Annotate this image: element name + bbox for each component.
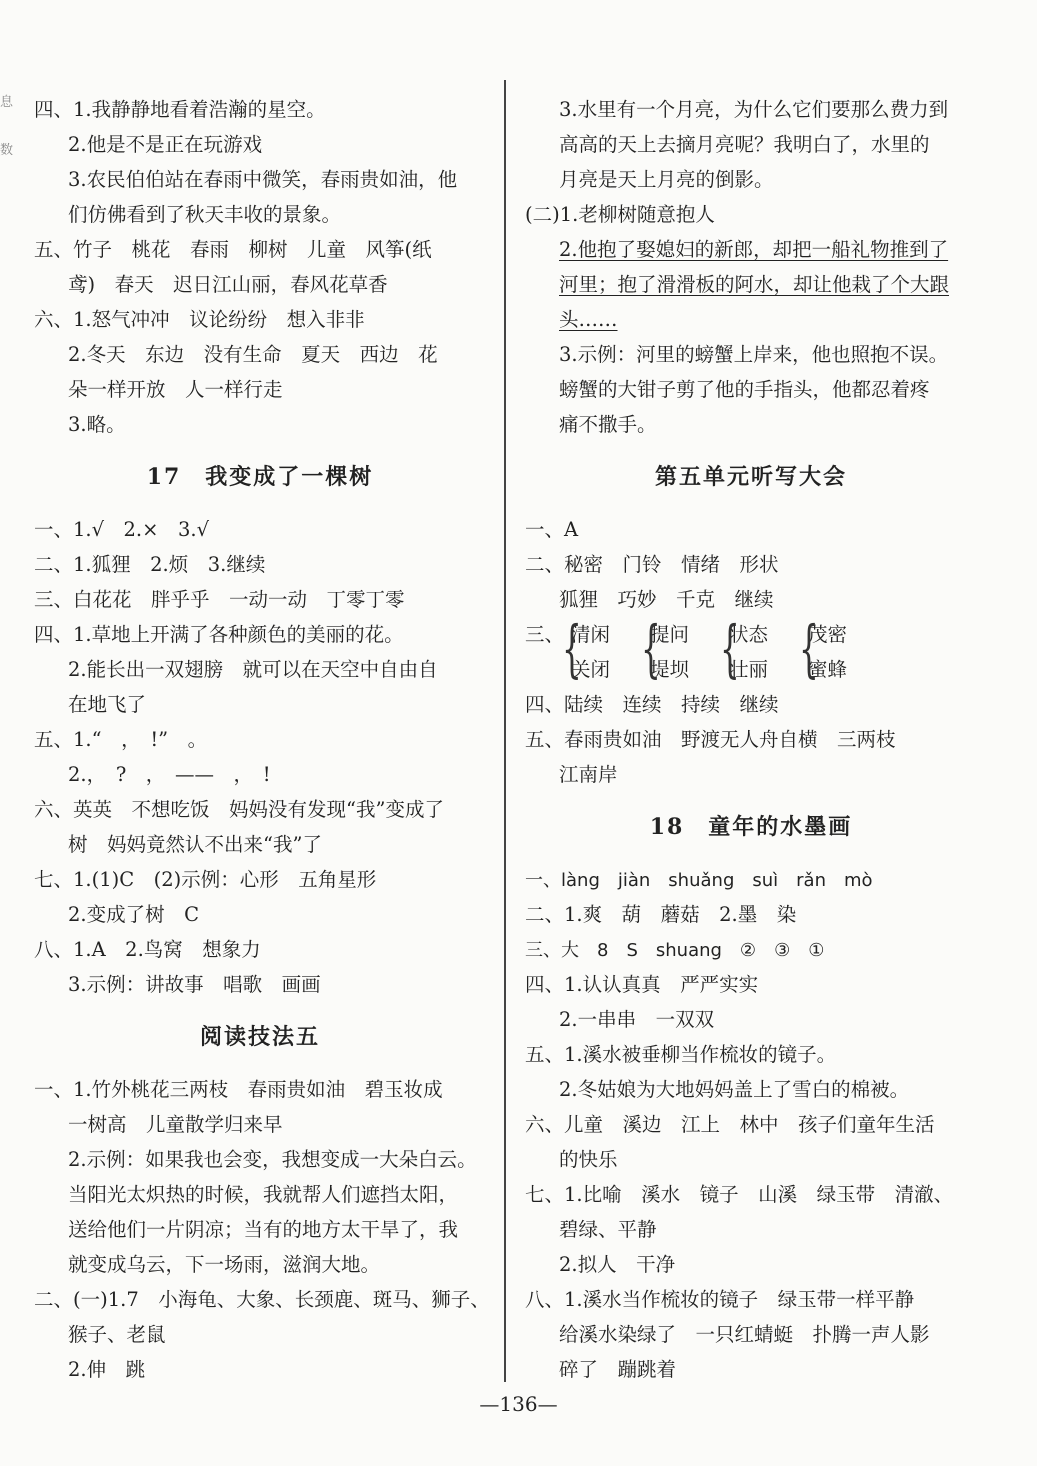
answer-line bbox=[525, 582, 977, 617]
answer-line bbox=[34, 267, 486, 302]
answer-line bbox=[525, 1247, 977, 1282]
line-text: 二、秘密 门铃 情绪 形状 bbox=[525, 553, 779, 576]
line-text: 3.示例：河里的螃蟹上岸来，他也照抱不误。 bbox=[559, 343, 949, 366]
answer-line bbox=[525, 547, 977, 582]
answer-line bbox=[525, 932, 977, 967]
line-text: 2.伸 跳 bbox=[68, 1358, 146, 1381]
word-pair bbox=[638, 612, 690, 687]
line-text: 猴子、老鼠 bbox=[68, 1323, 166, 1346]
line-text: 就变成乌云，下一场雨，滋润大地。 bbox=[68, 1253, 381, 1276]
section-title: 18 童年的水墨画 bbox=[649, 814, 853, 840]
answer-line bbox=[34, 512, 486, 547]
line-text: 2.冬天 东边 没有生命 夏天 西边 花 bbox=[68, 343, 438, 366]
line-text: 六、儿童 溪边 江上 林中 孩子们童年生活 bbox=[525, 1113, 935, 1136]
word-pair bbox=[717, 612, 769, 687]
answer-line bbox=[525, 687, 977, 722]
line-text: 四、1.我静静地看着浩瀚的星空。 bbox=[34, 98, 326, 121]
pair-word: 关闭 bbox=[571, 658, 611, 681]
answer-line bbox=[525, 337, 977, 372]
line-text: 七、1.(1)C (2)示例：心形 五角星形 bbox=[34, 868, 377, 891]
answer-line bbox=[34, 652, 486, 687]
underlined-text: 头…… bbox=[559, 308, 618, 331]
pair-word: 清闲 bbox=[571, 623, 611, 646]
line-text: 2.拟人 干净 bbox=[559, 1253, 676, 1276]
line-text: 碎了 蹦跳着 bbox=[559, 1358, 677, 1381]
answer-line bbox=[34, 932, 486, 967]
answer-line bbox=[34, 1107, 486, 1142]
answer-line bbox=[525, 162, 977, 197]
answer-line bbox=[525, 512, 977, 547]
page-number: —136— bbox=[479, 1392, 558, 1416]
answer-line bbox=[525, 267, 977, 302]
answer-line bbox=[525, 1282, 977, 1317]
answer-line bbox=[34, 792, 486, 827]
line-text: 鸢) 春天 迟日江山丽，春风花草香 bbox=[68, 273, 388, 296]
brace-icon: { bbox=[799, 612, 819, 685]
line-text: 三、大 8 S shuang ② ③ ① bbox=[525, 940, 825, 961]
line-text: 五、春雨贵如油 野渡无人舟自横 三两枝 bbox=[525, 728, 896, 751]
answer-line bbox=[34, 1212, 486, 1247]
line-text: 2.， ? ， —— ， ! bbox=[68, 763, 271, 786]
line-text: 三、白花花 胖乎乎 一动一动 丁零丁零 bbox=[34, 588, 405, 611]
pair-word: 堤坝 bbox=[650, 658, 690, 681]
line-text: 六、英英 不想吃饭 妈妈没有发现“我”变成了 bbox=[34, 798, 444, 821]
line-text: 二、1.爽 葫 蘑菇 2.墨 染 bbox=[525, 903, 797, 926]
line-text: 送给他们一片阴凉；当有的地方太干旱了，我 bbox=[68, 1218, 459, 1241]
line-text: 2.冬姑娘为大地妈妈盖上了雪白的棉被。 bbox=[559, 1078, 910, 1101]
line-text: 高高的天上去摘月亮呢？我明白了，水里的 bbox=[559, 133, 930, 156]
word-pair bbox=[796, 612, 848, 687]
answer-line bbox=[34, 92, 486, 127]
pair-word: 茂密 bbox=[808, 623, 848, 646]
answer-line bbox=[525, 722, 977, 757]
pair-word: 蜜蜂 bbox=[808, 658, 848, 681]
answer-line bbox=[525, 1107, 977, 1142]
line-text: 二、1.狐狸 2.烦 3.继续 bbox=[34, 553, 266, 576]
line-text: 江南岸 bbox=[559, 763, 618, 786]
answer-line bbox=[525, 1142, 977, 1177]
brace-icon: { bbox=[641, 612, 661, 685]
answer-line bbox=[34, 337, 486, 372]
line-text: (二)1.老柳树随意抱人 bbox=[525, 203, 715, 226]
answer-line bbox=[525, 1212, 977, 1247]
pair-word: 状态 bbox=[729, 623, 769, 646]
answer-line bbox=[34, 862, 486, 897]
pair-word: 提问 bbox=[650, 623, 690, 646]
answer-line bbox=[34, 162, 486, 197]
edge-char: 息 bbox=[0, 95, 14, 110]
line-text: 螃蟹的大钳子剪了他的手指头，他都忍着疼 bbox=[559, 378, 930, 401]
line-text: 四、陆续 连续 持续 继续 bbox=[525, 693, 779, 716]
word-pair bbox=[559, 612, 611, 687]
answer-line bbox=[525, 1002, 977, 1037]
line-text: 2.一串串 一双双 bbox=[559, 1008, 715, 1031]
binding-edge-text bbox=[0, 95, 14, 190]
answer-line bbox=[34, 687, 486, 722]
answer-pair-row bbox=[525, 612, 977, 687]
line-text: 的快乐 bbox=[559, 1148, 618, 1171]
line-text: 2.变成了树 C bbox=[68, 903, 200, 926]
answer-line bbox=[525, 1072, 977, 1107]
answer-line bbox=[34, 1282, 490, 1317]
line-text: 七、1.比喻 溪水 镜子 山溪 绿玉带 清澈、 bbox=[525, 1183, 954, 1206]
answer-line bbox=[34, 302, 486, 337]
answer-line bbox=[34, 407, 486, 442]
answer-line bbox=[525, 1037, 977, 1072]
answer-line bbox=[34, 1317, 486, 1352]
line-text: 二、(一)1.7 小海龟、大象、长颈鹿、斑马、狮子、 bbox=[34, 1288, 490, 1311]
line-text: 狐狸 巧妙 千克 继续 bbox=[559, 588, 774, 611]
answer-line bbox=[525, 92, 977, 127]
answer-line bbox=[34, 1177, 486, 1212]
line-text: 六、1.怒气冲冲 议论纷纷 想入非非 bbox=[34, 308, 365, 331]
answer-line bbox=[525, 197, 977, 232]
column-divider bbox=[504, 80, 506, 1382]
answer-line bbox=[525, 1352, 977, 1387]
left-column bbox=[34, 92, 490, 1387]
answer-line bbox=[525, 302, 977, 337]
line-text: 当阳光太炽热的时候，我就帮人们遮挡太阳， bbox=[68, 1183, 459, 1206]
answer-line bbox=[34, 897, 486, 932]
answer-line bbox=[34, 197, 486, 232]
answer-line bbox=[525, 407, 977, 442]
answer-line bbox=[34, 722, 486, 757]
answer-line bbox=[34, 1352, 486, 1387]
answer-line bbox=[34, 617, 486, 652]
line-text: 五、1.溪水被垂柳当作梳妆的镜子。 bbox=[525, 1043, 837, 1066]
line-text: 3.农民伯伯站在春雨中微笑，春雨贵如油，他 bbox=[68, 168, 458, 191]
line-text: 四、1.认认真真 严严实实 bbox=[525, 973, 759, 996]
answer-line bbox=[525, 967, 977, 1002]
question-label: 三、 bbox=[525, 623, 565, 646]
line-text: 在地飞了 bbox=[68, 693, 147, 716]
answer-line bbox=[34, 827, 486, 862]
line-text: 碧绿、平静 bbox=[559, 1218, 657, 1241]
line-text: 八、1.A 2.鸟窝 想象力 bbox=[34, 938, 261, 961]
line-text: 朵一样开放 人一样行走 bbox=[68, 378, 283, 401]
answer-line bbox=[525, 1177, 977, 1212]
line-text: 一、1.竹外桃花三两枝 春雨贵如油 碧玉妆成 bbox=[34, 1078, 443, 1101]
line-text: 一、1.√ 2.× 3.√ bbox=[34, 518, 210, 541]
line-text: 2.示例：如果我也会变，我想变成一大朵白云。 bbox=[68, 1148, 477, 1171]
line-text: 树 妈妈竟然认不出来“我”了 bbox=[68, 833, 322, 856]
answer-line bbox=[525, 127, 977, 162]
section-title: 第五单元听写大会 bbox=[654, 464, 847, 490]
underlined-text: 河里；抱了滑滑板的阿水，却让他栽了个大跟 bbox=[559, 273, 950, 296]
section-title: 阅读技法五 bbox=[199, 1024, 320, 1050]
line-text: 一、A bbox=[525, 518, 579, 541]
answer-line bbox=[525, 757, 977, 792]
line-text: 一树高 儿童散学归来早 bbox=[68, 1113, 283, 1136]
answer-line bbox=[34, 547, 486, 582]
answer-line bbox=[34, 372, 486, 407]
answer-line bbox=[525, 897, 977, 932]
line-text: 八、1.溪水当作梳妆的镜子 绿玉带一样平静 bbox=[525, 1288, 915, 1311]
answer-line bbox=[525, 862, 977, 897]
answer-line bbox=[34, 232, 486, 267]
pair-word: 壮丽 bbox=[729, 658, 769, 681]
line-text: 3.略。 bbox=[68, 413, 126, 436]
line-text: 们仿佛看到了秋天丰收的景象。 bbox=[68, 203, 342, 226]
line-text: 痛不撒手。 bbox=[559, 413, 657, 436]
underlined-text: 2.他抱了娶媳妇的新郎，却把一船礼物推到了 bbox=[559, 238, 949, 261]
answer-line bbox=[34, 1142, 486, 1177]
line-text: 五、1.“ ， !” 。 bbox=[34, 728, 208, 751]
section-title: 17 我变成了一棵树 bbox=[146, 464, 374, 490]
line-text: 2.他是不是正在玩游戏 bbox=[68, 133, 263, 156]
answer-line bbox=[34, 757, 486, 792]
edge-char: 数 bbox=[0, 142, 14, 158]
brace-icon: { bbox=[562, 612, 582, 685]
line-text: 五、竹子 桃花 春雨 柳树 儿童 风筝(纸 bbox=[34, 238, 432, 261]
answer-line bbox=[34, 967, 486, 1002]
brace-icon: { bbox=[720, 612, 740, 685]
answer-line bbox=[525, 232, 977, 267]
answer-line bbox=[525, 1317, 977, 1352]
line-text: 3.水里有一个月亮，为什么它们要那么费力到 bbox=[559, 98, 949, 121]
line-text: 月亮是天上月亮的倒影。 bbox=[559, 168, 774, 191]
line-text: 3.示例：讲故事 唱歌 画画 bbox=[68, 973, 321, 996]
line-text: 2.能长出一双翅膀 就可以在天空中自由自 bbox=[68, 658, 438, 681]
answer-line bbox=[34, 127, 486, 162]
answer-line bbox=[34, 1072, 486, 1107]
line-text: 给溪水染绿了 一只红蜻蜓 扑腾一声人影 bbox=[559, 1323, 930, 1346]
answer-line bbox=[525, 372, 977, 407]
line-text: 四、1.草地上开满了各种颜色的美丽的花。 bbox=[34, 623, 404, 646]
answer-line bbox=[34, 1247, 486, 1282]
answer-line bbox=[34, 582, 486, 617]
right-column bbox=[525, 92, 977, 1387]
line-text: 一、làng jiàn shuǎng suì rǎn mò bbox=[525, 870, 873, 891]
